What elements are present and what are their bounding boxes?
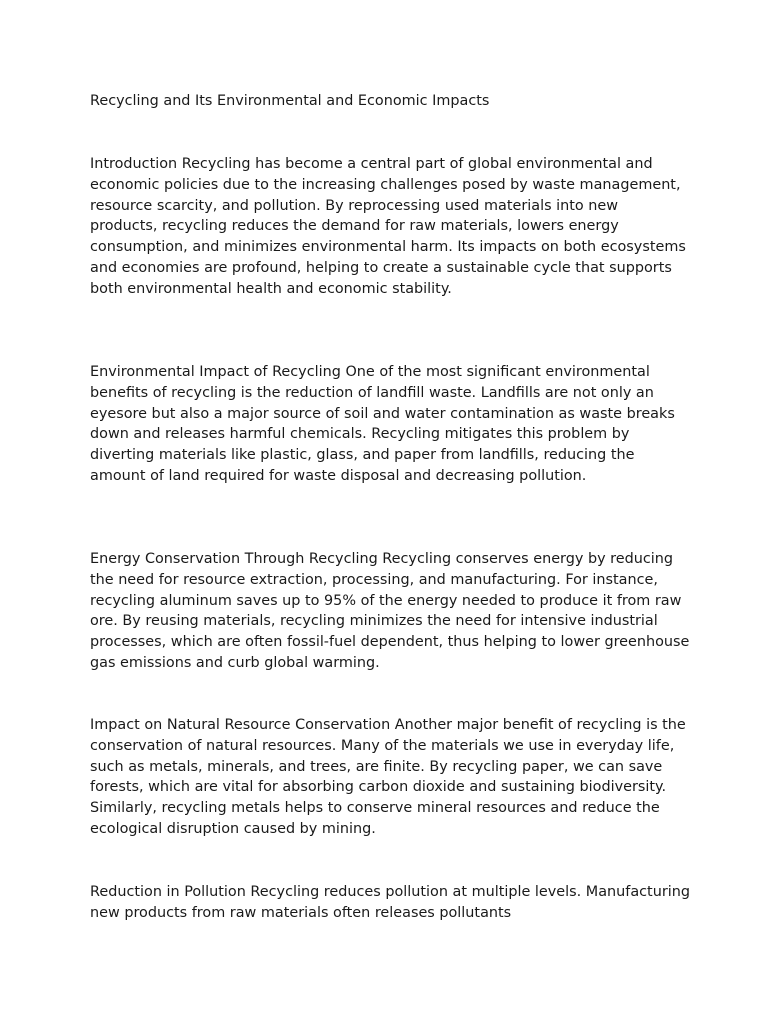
paragraph-energy-conservation: Energy Conservation Through Recycling Recycling conserves energy by reducing the need for resource extraction, processing, and manufacturing. For instance, recycling aluminum saves up to 95% of the energy needed to produce it from raw ore. By reusing materials, recycling minimizes the need for intensive industrial processes, which are often fossil-fuel dependent, thus helping to lower greenhouse gas emissions and curb global warming. [90,551,690,671]
document-title: Recycling and Its Environmental and Economic Impacts [90,93,490,109]
paragraph-pollution-reduction: Reduction in Pollution Recycling reduces pollution at multiple levels. Manufacturing new products from raw materials often releases pollutants [90,884,690,921]
paragraph-introduction: Introduction Recycling has become a central part of global environmental and economic policies due to the increasing challenges posed by waste management, resource scarcity, and pollution. By reprocessing used materials into new products, recycling reduces the demand for raw materials, lowers energy consumption, and minimizes environmental harm. Its impacts on both ecosystems and economies are profound, helping to create a sustainable cycle that supports both environmental health and economic stability. [90,156,686,297]
paragraph-environmental-impact: Environmental Impact of Recycling One of the most significant environmental benefits of recycling is the reduction of landfill waste. Landfills are not only an eyesore but also a major source of soil and water contamination as waste breaks down and releases harmful chemicals. Recycling mitigates this problem by diverting materials like plastic, glass, and paper from landfills, reducing the amount of land required for waste disposal and decreasing pollution. [90,364,675,484]
paragraph-resource-conservation: Impact on Natural Resource Conservation Another major benefit of recycling is the conservation of natural resources. Many of the materials we use in everyday life, such as metals, minerals, and trees, are finite. By recycling paper, we can save forests, which are vital for absorbing carbon dioxide and sustaining biodiversity. Similarly, recycling metals helps to conserve mineral resources and reduce the ecological disruption caused by mining. [90,717,686,837]
